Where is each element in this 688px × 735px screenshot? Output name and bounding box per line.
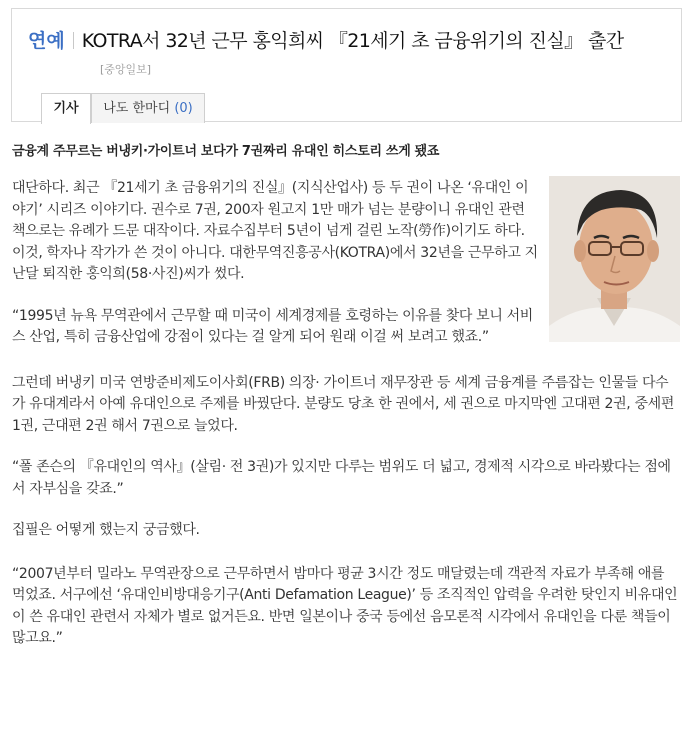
article-subhead: 금융계 주무르는 버냉키·가이트너 보다가 7권짜리 유대인 히스토리 쓰게 됐죠 bbox=[12, 144, 440, 159]
paragraph: 대단하다. 최근 『21세기 초 금융위기의 진실』(지식산업사) 등 두 권이 나온 ‘유대인 이야기’ 시리즈 이야기다. 권수로 7권, 200자 원고지 1만 매가 넘는 분량이니 유대인 관련 책으로는 유례가 드문 대작이다. 자료수집부터 5년이 넘게 걸린 노작(勞作)이기도 하다. 이것, 학자나 작가가 쓴 것이 아니다. 대한무역진흥공사(KOTRA)에서 32년을 근무하고 지난달 퇴직한 홍익희(58·사진)씨가 썼다. bbox=[12, 180, 538, 282]
article-title: KOTRA서 32년 근무 홍익희씨 『21세기 초 금융위기의 진실』 출간 bbox=[81, 30, 624, 52]
tab-comments-label: 나도 한마디 bbox=[103, 101, 171, 116]
paragraph: “폴 존슨의 『유대인의 역사』(살림· 전 3권)가 있지만 다루는 범위도 더 넓고, 경제적 시각으로 바라봤다는 점에서 자부심을 갖죠.” bbox=[12, 459, 671, 497]
paragraph: 집필은 어떻게 했는지 궁금했다. bbox=[12, 522, 200, 538]
source-label: [중앙일보] bbox=[100, 63, 152, 76]
paragraph: “2007년부터 밀라노 무역관장으로 근무하면서 밤마다 평균 3시간 정도 매달렸는데 객관적 자료가 부족해 애를 먹었죠. 서구에선 ‘유대인비방대응기구(Anti Defamation League)’ 등 조직적인 압력을 우려한 탓인지 비유대인이 쓴 유대인 관련서 자체가 별로 없거든요. 반면 일본이나 중국 등에선 음모론적 시각에서 유대인을 다룬 책들이 많고요.” bbox=[12, 565, 678, 646]
tab-article[interactable] bbox=[41, 93, 91, 124]
paragraph: “1995년 뉴욕 무역관에서 근무할 때 미국이 세계경제를 호령하는 이유를 찾다 보니 서비스 산업, 특히 금융산업에 강점이 있다는 걸 알게 되어 원래 이걸 써 보려고 했죠.” bbox=[12, 307, 533, 345]
comment-count: (0) bbox=[174, 101, 193, 116]
section-label[interactable]: 연예 bbox=[28, 30, 65, 52]
article-body bbox=[12, 178, 680, 650]
divider bbox=[73, 32, 74, 49]
title-row bbox=[28, 26, 623, 53]
tab-article-label: 기사 bbox=[53, 101, 79, 116]
tab-comments[interactable] bbox=[91, 93, 205, 123]
paragraph: 그런데 버냉키 미국 연방준비제도이사회(FRB) 의장· 가이트너 재무장관 등 세계 금융계를 주름잡는 인물들 다수가 유대계라서 아예 유대인으로 주제를 바꿨단다. 분량도 당초 한 권에서, 세 권으로 마지막엔 고대편 2권, 중세편 1권, 근대편 2권 해서 7권으로 늘었다. bbox=[12, 374, 675, 434]
article-header bbox=[11, 8, 682, 122]
